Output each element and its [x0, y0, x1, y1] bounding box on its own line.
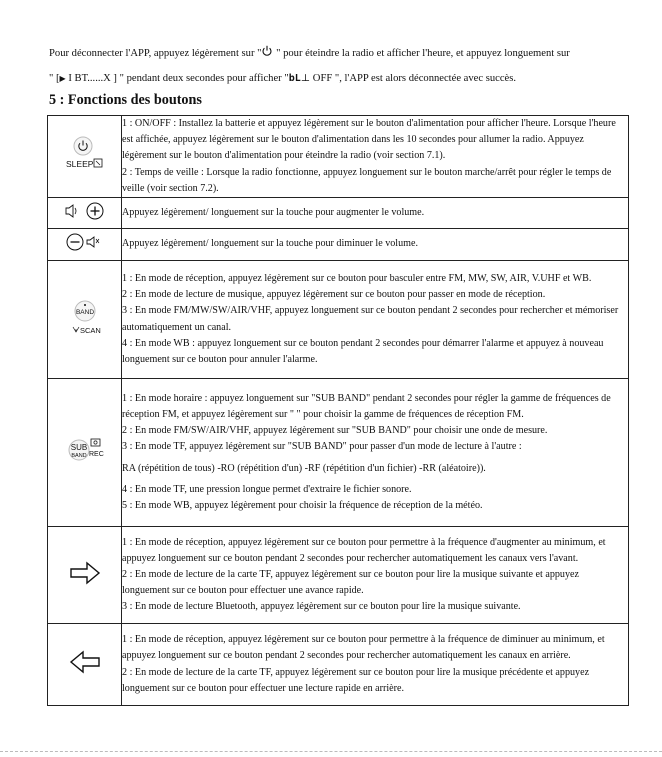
text-cell-arrow-right: 1 : En mode de réception, appuyez légèrement sur ce bouton pour permettre à la fréquence d'augmenter au minimum, et appuyez longuement sur ce bouton pendant 2 secondes pour rechercher automatiquement les canaux vers l'avant. 2 : En mode de lecture de la carte TF, appuyez légèrement sur ce bouton pour lire la musique suivante et appuyez longuement sur ce bouton pour effectuer une avance rapide. 3 : En mode de lecture Bluetooth, appuyez légèrement sur ce bouton pour lire la musique suivante.	[122, 527, 629, 624]
text-cell-volume-up: Appuyez légèrement/ longuement sur la touche pour augmenter le volume.	[122, 198, 629, 229]
rec-label: REC	[88, 451, 104, 459]
icon-cell-arrow-left	[48, 624, 122, 706]
table-row-arrow-right	[48, 527, 629, 624]
icon-cell-power	[48, 116, 122, 198]
sub-label: SUB	[70, 443, 87, 453]
play-icon: ▶	[59, 74, 66, 83]
table-row-sub-band	[48, 379, 629, 527]
text-cell-arrow-left: 1 : En mode de réception, appuyez légèrement sur ce bouton pour permettre à la fréquence de diminuer au minimum, et appuyez longuement sur ce bouton pendant 2 secondes pour rechercher automatiquement les canaux en arrière. 2 : En mode de lecture de la carte TF, appuyez légèrement sur ce bouton pour lire la musique précédente et appuyez longuement sur ce bouton pour effectuer une lecture rapide en arrière.	[122, 624, 629, 706]
icon-cell-band-scan	[48, 261, 122, 379]
icon-cell-sub-band	[48, 379, 122, 527]
text-cell-volume-down: Appuyez légèrement/ longuement sur la touche pour diminuer le volume.	[122, 229, 629, 261]
table-row-power	[48, 116, 629, 198]
table-row-volume-up	[48, 198, 629, 229]
volume-up-icon	[61, 200, 109, 222]
intro-line-1: Pour déconnecter l'APP, appuyez légèrement sur " " pour éteindre la radio et afficher l'heure, et appuyez longuement sur	[49, 41, 639, 66]
table-row-band-scan	[48, 261, 629, 379]
power-icon	[261, 45, 273, 57]
section-heading: 5 : Fonctions des boutons	[49, 92, 202, 108]
icon-cell-volume-up	[48, 198, 122, 229]
icon-cell-arrow-right	[48, 527, 122, 624]
page-bottom-divider	[0, 751, 662, 752]
table-row-arrow-left	[48, 624, 629, 706]
band-label: BAND	[75, 309, 94, 317]
lcd-bt-symbol: ⊥	[300, 73, 311, 84]
icon-cell-volume-down	[48, 229, 122, 261]
text-cell-band-scan: 1 : En mode de réception, appuyez légèrement sur ce bouton pour basculer entre FM, MW, SW, AIR, V.UHF et WB. 2 : En mode de lecture de musique, appuyez légèrement sur ce bouton pour passer en mode de réception. 3 : En mode FM/MW/SW/AIR/VHF, appuyez longuement sur ce bouton pendant 2 secondes pour rechercher et mémoriser automatiquement un canal. 4 : En mode WB : appuyez longuement sur ce bouton pendant 2 secondes pour démarrer l'alarme et appuyez à nouveau longuement sur ce bouton pour annuler l'alarme.	[122, 261, 629, 379]
intro-paragraph	[49, 41, 639, 91]
arrow-right-icon	[68, 561, 102, 585]
power-sleep-icon	[63, 134, 107, 174]
table-row-volume-down	[48, 229, 629, 261]
lcd-bl-text: bL	[288, 73, 301, 84]
sub-band-rec-icon	[62, 433, 108, 467]
scan-label: SCAN	[79, 326, 101, 336]
text-cell-power: 1 : ON/OFF : Installez la batterie et appuyez légèrement sur le bouton d'alimentation pour afficher l'heure. Lorsque l'heure est affichée, appuyez légèrement sur le bouton d'alimentation dans les 10 secondes pour allumer la radio. Appuyez légèrement sur le bouton d'alimentation pour éteindre la radio (voir section 7.1). 2 : Temps de veille : Lorsque la radio fonctionne, appuyez longuement sur le bouton marche/arrêt pour régler le temps de veille (voir section 7.2).	[122, 116, 629, 198]
intro-line-2: " [▶ I BT......X ] " pendant deux secondes pour afficher "bL⊥ OFF ", l'APP est alors déconnectée avec succès.	[49, 73, 517, 84]
button-functions-table	[47, 115, 629, 706]
band-sub-label: BAND	[70, 453, 87, 460]
volume-down-icon	[61, 231, 109, 253]
text-cell-sub-band: 1 : En mode horaire : appuyez longuement sur "SUB BAND" pendant 2 secondes pour régler la gamme de fréquences de réception FM, et appuyez légèrement sur " " pour choisir la gamme de fréquences de réception FM. 2 : En mode FM/SW/AIR/VHF, appuyez légèrement sur "SUB BAND" pour choisir une onde de mesure. 3 : En mode TF, appuyez légèrement sur "SUB BAND" pour passer d'un mode de lecture à l'autre : RA (répétition de tous) -RO (répétition d'un) -RF (répétition d'un fichier) -RR (aléatoire)). 4 : En mode TF, une pression longue permet d'extraire le fichier sonore. 5 : En mode WB, appuyez légèrement pour choisir la fréquence de réception de la météo.	[122, 379, 629, 527]
arrow-left-icon	[68, 650, 102, 674]
sleep-label: SLEEP	[65, 159, 93, 169]
band-scan-icon	[63, 297, 107, 337]
